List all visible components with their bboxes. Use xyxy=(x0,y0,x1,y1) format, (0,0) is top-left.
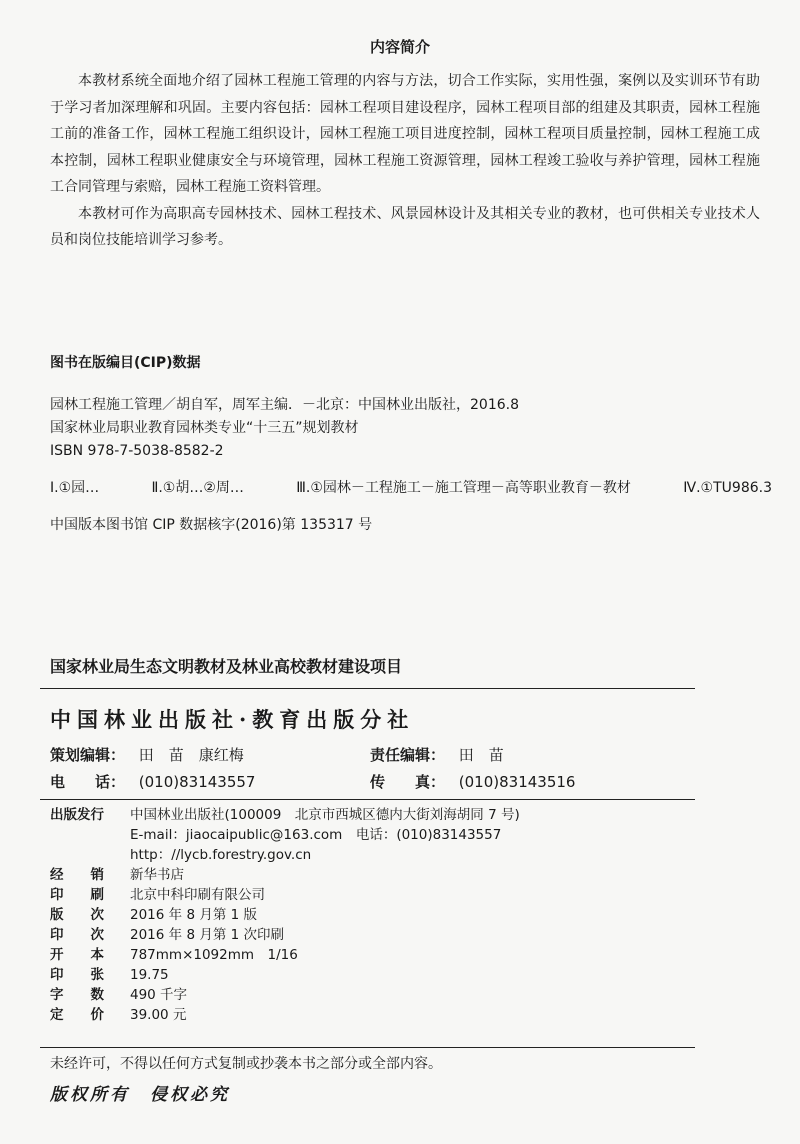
fax-value: (010)83143516 xyxy=(458,773,576,791)
cip-verification: 中国版本图书馆 CIP 数据核字(2016)第 135317 号 xyxy=(50,517,373,533)
cip-subject-part3: Ⅲ.①园林－工程施工－施工管理－高等职业教育－教材 xyxy=(296,480,631,496)
issuer-label: 出版发行 xyxy=(50,807,104,823)
sheets-value: 19.75 xyxy=(130,967,169,983)
phone-label: 电 话： xyxy=(50,773,126,791)
rights-notice: 未经许可，不得以任何方式复制或抄袭本书之部分或全部内容。 xyxy=(50,1056,442,1072)
price-label: 定 价 xyxy=(50,1007,104,1023)
divider-top xyxy=(40,688,695,689)
divider-middle xyxy=(40,799,695,800)
summary-paragraph-2: 本教材可作为高职高专园林技术、园林工程技术、风景园林设计及其相关专业的教材，也可供相关专业技术人员和岗位技能培训学习参考。 xyxy=(50,205,760,248)
cip-subject xyxy=(50,477,772,500)
issuer-value: 中国林业出版社(100009 北京市西城区德内大街刘海胡同 7 号) xyxy=(130,807,520,823)
section-title: 内容简介 xyxy=(369,38,430,56)
cip-heading: 图书在版编目(CIP)数据 xyxy=(50,355,201,371)
printer-value: 北京中科印刷有限公司 xyxy=(130,887,265,903)
planning-editor-label: 策划编辑： xyxy=(50,746,126,764)
distributor-value: 新华书店 xyxy=(130,867,184,883)
printing-value: 2016 年 8 月第 1 次印刷 xyxy=(130,927,284,943)
word-count-label: 字 数 xyxy=(50,987,104,1003)
word-count-value: 490 千字 xyxy=(130,987,188,1003)
publisher-name: 中国林业出版社·教育出版分社 xyxy=(50,707,415,732)
distributor-label: 经 销 xyxy=(50,867,104,883)
price-value: 39.00 元 xyxy=(130,1007,187,1023)
printer-label: 印 刷 xyxy=(50,887,104,903)
copyright-statement: 版权所有 侵权必究 xyxy=(50,1085,230,1105)
editors-block xyxy=(50,742,690,796)
format-value: 787mm×1092mm 1/16 xyxy=(130,947,298,963)
cip-subject-part1: Ⅰ.①园… xyxy=(50,480,100,496)
summary xyxy=(50,68,760,254)
project-title: 国家林业局生态文明教材及林业高校教材建设项目 xyxy=(50,657,403,676)
cip-line-title: 园林工程施工管理／胡自军，周军主编．－北京：中国林业出版社，2016.8 xyxy=(50,397,519,413)
edition-value: 2016 年 8 月第 1 版 xyxy=(130,907,257,923)
responsible-editor-value: 田 苗 xyxy=(458,746,504,764)
cip-subject-part2: Ⅱ.①胡…②周… xyxy=(151,480,244,496)
divider-bottom xyxy=(40,1047,695,1048)
url-line: http：//lycb.forestry.gov.cn xyxy=(130,847,312,863)
responsible-editor-label: 责任编辑： xyxy=(370,746,446,764)
phone-value: (010)83143557 xyxy=(138,773,256,791)
fax-label: 传 真： xyxy=(370,773,446,791)
cip-block xyxy=(50,352,790,537)
email-line: E-mail：jiaocaipublic@163.com 电话：(010)83143557 xyxy=(130,827,502,843)
cip-isbn: ISBN 978-7-5038-8582-2 xyxy=(50,443,224,459)
cip-line-series: 国家林业局职业教育园林类专业“十三五”规划教材 xyxy=(50,420,359,436)
publication-info xyxy=(50,805,520,1025)
cip-subject-part4: Ⅳ.①TU986.3 xyxy=(683,480,772,496)
printing-label: 印 次 xyxy=(50,927,104,943)
planning-editor-value: 田 苗 康红梅 xyxy=(138,746,244,764)
edition-label: 版 次 xyxy=(50,907,104,923)
sheets-label: 印 张 xyxy=(50,967,104,983)
format-label: 开 本 xyxy=(50,947,104,963)
summary-paragraph-1: 本教材系统全面地介绍了园林工程施工管理的内容与方法，切合工作实际，实用性强，案例以及实训环节有助于学习者加深理解和巩固。主要内容包括：园林工程项目建设程序，园林工程项目部的组建及其职责，园林工程施工前的准备工作，园林工程施工组织设计，园林工程施工项目进度控制，园林工程项目质量控制，园林工程施工成本控制，园林工程职业健康安全与环境管理，园林工程施工资源管理，园林工程竣工验收与养护管理，园林工程施工合同管理与索赔，园林工程施工资料管理。 xyxy=(50,73,760,195)
